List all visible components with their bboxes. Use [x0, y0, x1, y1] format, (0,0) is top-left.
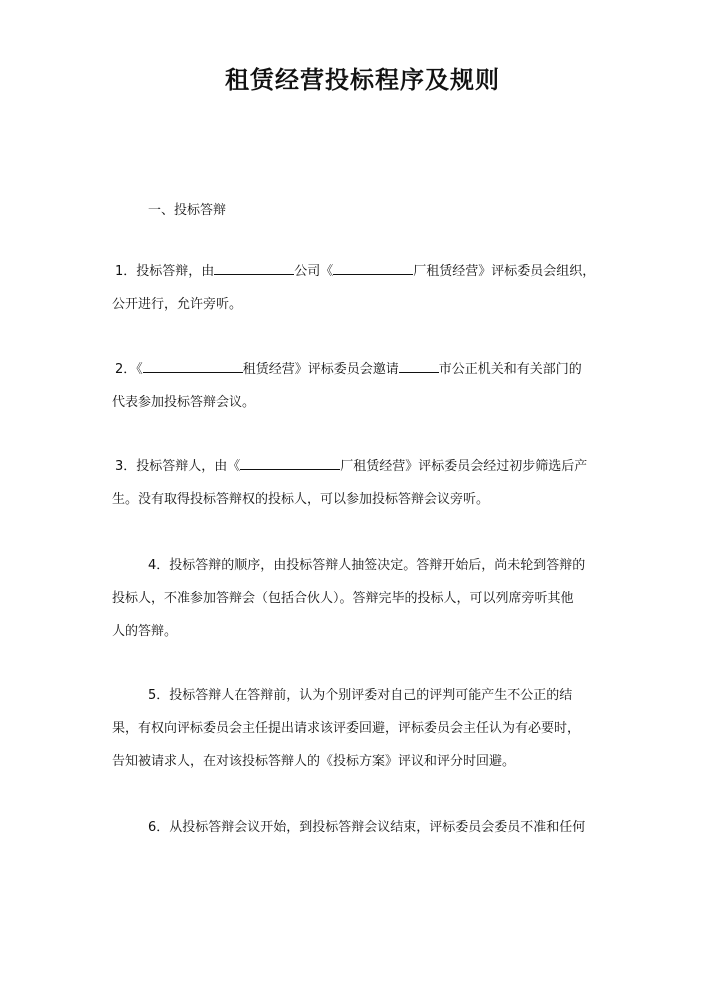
blank-field	[214, 260, 294, 275]
blank-field	[240, 455, 340, 470]
paragraph-5-line-2: 果，有权向评标委员会主任提出请求该评委回避，评标委员会主任认为有必要时，	[112, 721, 581, 736]
blank-field	[333, 260, 413, 275]
paragraph-5-line-1: 5．投标答辩人在答辩前，认为个别评委对自己的评判可能产生不公正的结	[148, 688, 573, 703]
paragraph-4-line-2: 投标人，不准参加答辩会（包括合伙人）。答辩完毕的投标人，可以列席旁听其他	[112, 591, 574, 606]
paragraph-2	[112, 353, 642, 419]
blank-field	[143, 358, 243, 373]
paragraph-5	[112, 679, 642, 778]
paragraph-1-line-1: 1．投标答辩，由 公司《 厂租赁经营》评标委员会组织，	[112, 255, 642, 288]
paragraph-2-line-1: 2．《 租赁经营》评标委员会邀请 市公正机关和有关部门的	[112, 353, 642, 386]
paragraph-1-line-2: 公开进行，允许旁听。	[112, 297, 243, 312]
paragraph-2-line-2: 代表参加投标答辩会议。	[112, 395, 256, 410]
document-title: 租赁经营投标程序及规则	[225, 66, 500, 94]
paragraph-6	[112, 811, 642, 844]
paragraph-1	[112, 255, 642, 321]
paragraph-4-line-1: 4．投标答辩的顺序，由投标答辩人抽签决定。答辩开始后，尚未轮到答辩的	[148, 558, 586, 573]
paragraph-5-line-3: 告知被请求人，在对该投标答辩人的《投标方案》评议和评分时回避。	[112, 754, 516, 769]
paragraph-3-line-1: 3．投标答辩人，由《 厂租赁经营》评标委员会经过初步筛选后产	[112, 450, 642, 483]
paragraph-6-line-1: 6．从投标答辩会议开始，到投标答辩会议结束，评标委员会委员不准和任何	[148, 820, 586, 835]
paragraph-3	[112, 450, 642, 516]
paragraph-4	[112, 549, 642, 648]
blank-field	[399, 358, 439, 373]
paragraph-4-line-3: 人的答辩。	[112, 624, 178, 639]
section-heading-defense: 一、投标答辩	[148, 203, 227, 218]
paragraph-3-line-2: 生。没有取得投标答辩权的投标人，可以参加投标答辩会议旁听。	[112, 492, 490, 507]
